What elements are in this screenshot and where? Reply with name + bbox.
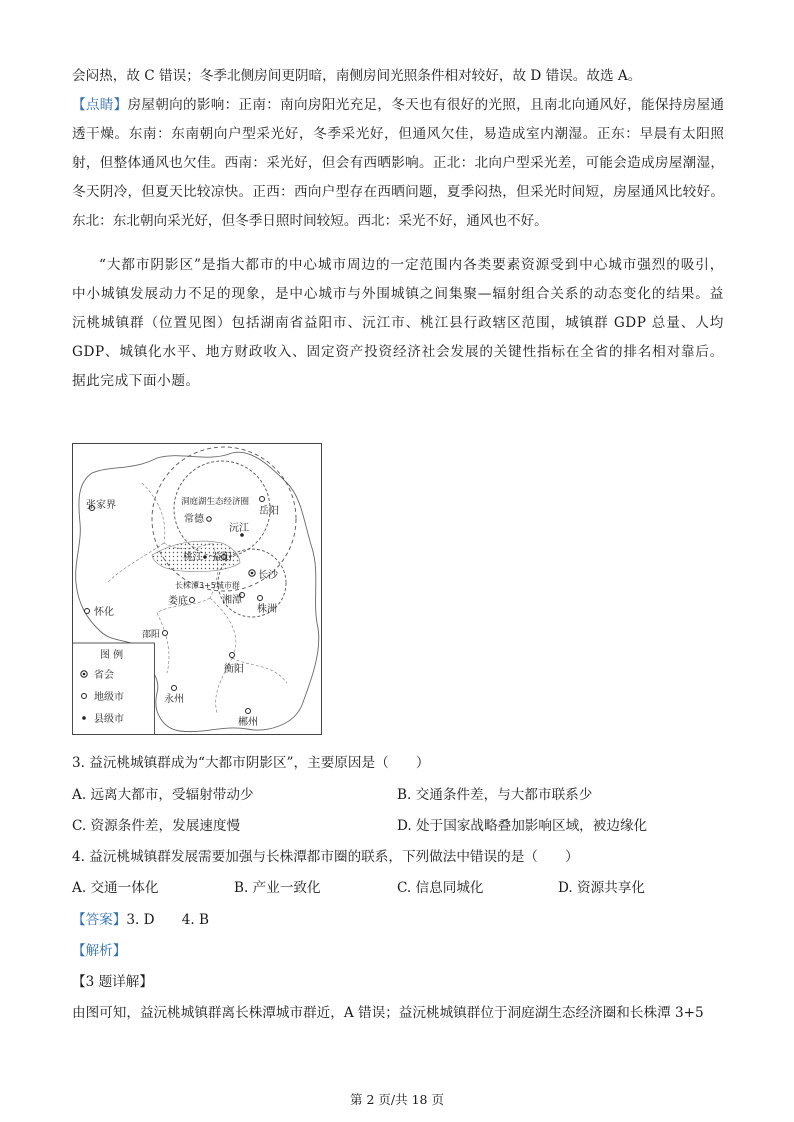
tip-text: 房屋朝向的影响：正南：南向房阳光充足，冬天也有很好的光照，且南北向通风好，能保持房屋通透干燥。东南：东南朝向户型采光好，冬季采光好，但通风欠佳，易造成室内潮湿。正东：早晨有太阳照射，但整体通风也欠佳。西南：采光好，但会有西晒影响。正北：北向户型采光差，可能会造成房屋潮湿，冬天阴冷，但夏天比较凉快。正西：西向户型存在西晒问题，夏季闷热，但采光时间短，房屋通风比较好。东北：东北朝向采光好，但冬季日照时间较短。西北：采光不好，通风也不好。 xyxy=(72,97,724,229)
dongting-label: 洞庭湖生态经济圈 xyxy=(181,497,250,507)
loudi-label: 娄底 xyxy=(168,596,188,607)
q4-stem: 4. 益沅桃城镇群发展需要加强与长株潭都市圈的联系，下列做法中错误的是（ ） xyxy=(72,849,579,865)
yueyang-marker xyxy=(260,497,265,502)
legend-prefecture-label: 地级市 xyxy=(94,692,124,703)
detail3-tag: 【3 题详解】 xyxy=(72,974,153,990)
huaihua-label: 怀化 xyxy=(94,607,114,618)
chenzhou-marker xyxy=(246,709,251,714)
q4-option-c: C. 信息同城化 xyxy=(397,880,484,896)
changde-marker xyxy=(207,517,212,522)
q4-option-a: A. 交通一体化 xyxy=(72,880,159,896)
answer-tag: 【答案】 xyxy=(72,912,127,928)
previous-answer-end: 会闷热，故 C 错误；冬季北侧房间更阴暗，南侧房间光照条件相对较好，故 D 错误。故选 A。 xyxy=(72,68,642,84)
analysis-tag: 【解析】 xyxy=(72,943,127,959)
q4-option-b: B. 产业一致化 xyxy=(234,880,321,896)
changsha-label: 长沙 xyxy=(258,570,278,581)
zhangjiajie-label: 张家界 xyxy=(86,500,116,511)
loudi-marker xyxy=(190,598,195,603)
q3-option-c: C. 资源条件差，发展速度慢 xyxy=(72,818,241,834)
answer-text: 3. D 4. B xyxy=(126,912,210,928)
hunan-map-figure xyxy=(72,443,322,735)
passage-paragraph: “大都市阴影区”是指大都市的中心城市周边的一定范围内各类要素资源受到中心城市强烈的吸引，中小城镇发展动力不足的现象，是中心城市与外围城镇之间集聚—辐射组合关系的动态变化的结果。益沅桃城镇群（位置见图）包括湖南省益阳市、沅江市、桃江县行政辖区范围，城镇群 GDP 总量、人均 GDP、城镇化水平、地方财政收入、固定资产投资经济社会发展的关键性指标在全省的排名相对靠后。据此完成下面小题。 xyxy=(72,257,724,389)
taojiang-marker xyxy=(203,555,207,559)
zhuzhou-marker xyxy=(258,596,263,601)
yiyang-label: 益阳 xyxy=(212,552,232,563)
page-footer: 第 2 页/共 18 页 xyxy=(350,1092,444,1107)
changde-label: 常德 xyxy=(184,514,204,525)
legend-capital-label: 省会 xyxy=(94,670,114,681)
q3-stem: 3. 益沅桃城镇群成为“大都市阴影区”，主要原因是（ ） xyxy=(72,755,430,771)
legend-prefecture-symbol xyxy=(82,694,87,699)
q3-option-b: B. 交通条件差，与大都市联系少 xyxy=(397,787,593,803)
yueyang-label: 岳阳 xyxy=(259,506,279,517)
tip-tag: 【点睛】 xyxy=(72,97,128,113)
tip-paragraph xyxy=(72,91,724,236)
legend-title: 图 例 xyxy=(100,650,124,661)
detail3-text: 由图可知，益沅桃城镇群离长株潭城市群近，A 错误；益沅桃城镇群位于洞庭湖生态经济圈和长株潭 3+5 xyxy=(72,1005,704,1021)
xiangtan-label: 湘潭 xyxy=(222,595,242,606)
hengyang-marker xyxy=(230,653,235,658)
yongzhou-label: 永州 xyxy=(164,694,184,705)
czt-label: 长株潭3+5城市群 xyxy=(175,581,240,590)
shaoyang-marker xyxy=(163,631,168,636)
taojiang-label: 桃江 xyxy=(183,552,203,563)
yongzhou-marker xyxy=(172,686,177,691)
zhuzhou-label: 株洲 xyxy=(257,604,277,615)
hengyang-label: 衡阳 xyxy=(224,664,244,675)
q3-option-a: A. 远离大都市，受辐射带动少 xyxy=(72,787,254,803)
shaoyang-label: 邵阳 xyxy=(142,630,161,640)
legend-county-label: 县级市 xyxy=(94,714,124,725)
chenzhou-label: 郴州 xyxy=(238,717,258,728)
yuanjiang-label: 沅江 xyxy=(229,523,249,534)
answer-line xyxy=(72,909,209,931)
q3-option-d: D. 处于国家战略叠加影响区域，被边缘化 xyxy=(397,818,648,834)
huaihua-marker xyxy=(85,609,90,614)
legend-county-symbol xyxy=(82,716,86,720)
q4-option-d: D. 资源共享化 xyxy=(558,880,646,896)
